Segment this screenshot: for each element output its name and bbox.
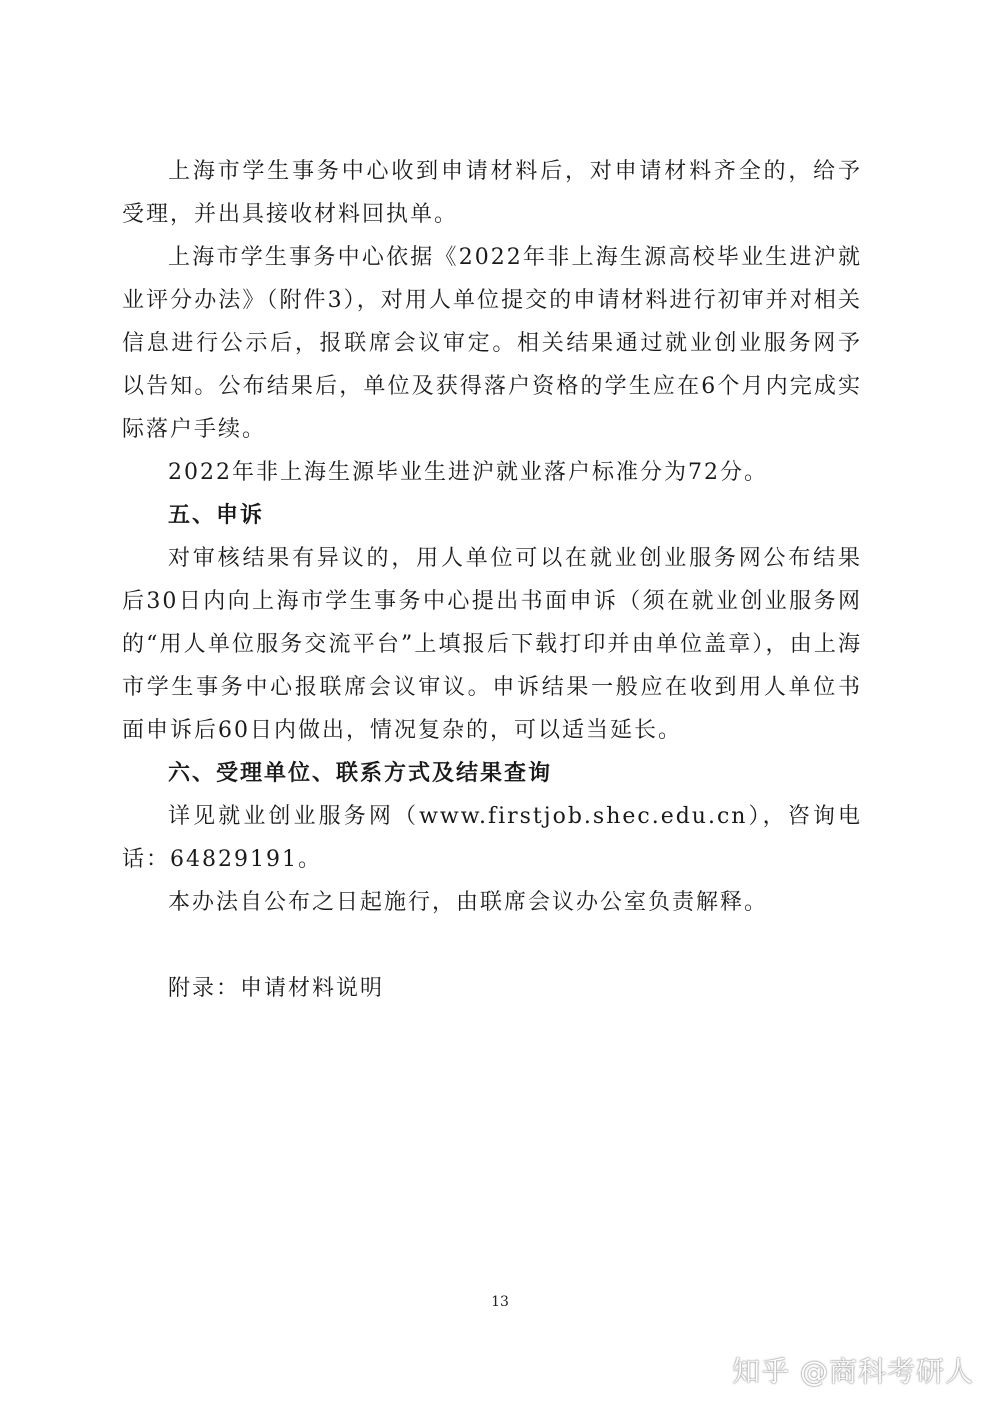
paragraph-contact: 详见就业创业服务网（www.firstjob.shec.edu.cn），咨询电话：64829191。	[122, 804, 862, 872]
blank-line	[122, 924, 862, 967]
paragraph-effective: 本办法自公布之日起施行，由联席会议办公室负责解释。	[168, 890, 769, 915]
appendix-line: 附录：申请材料说明	[168, 976, 385, 1001]
paragraph-review-process: 上海市学生事务中心依据《2022年非上海生源高校毕业生进沪就业评分办法》（附件3），对用人单位提交的申请材料进行初审并对相关信息进行公示后，报联席会议审定。相关结果通过就业创业服务网予以告知。公布结果后，单位及获得落户资格的学生应在6个月内完成实际落户手续。	[122, 245, 862, 442]
document-body	[122, 150, 862, 1010]
page-number: 13	[491, 1294, 509, 1310]
paragraph-appeal: 对审核结果有异议的，用人单位可以在就业创业服务网公布结果后30日内向上海市学生事务中心提出书面申诉（须在就业创业服务网的“用人单位服务交流平台”上填报后下载打印并由单位盖章），由上海市学生事务中心报联席会议审议。申诉结果一般应在收到用人单位书面申诉后60日内做出，情况复杂的，可以适当延长。	[122, 546, 862, 743]
paragraph-acceptance: 上海市学生事务中心收到申请材料后，对申请材料齐全的，给予受理，并出具接收材料回执单。	[122, 159, 862, 227]
section-heading-appeal: 五、申诉	[168, 503, 265, 528]
watermark: 知乎 @商科考研人	[732, 1355, 974, 1388]
paragraph-score-standard: 2022年非上海生源毕业生进沪就业落户标准分为72分。	[168, 460, 768, 485]
section-heading-contact: 六、受理单位、联系方式及结果查询	[168, 761, 553, 786]
